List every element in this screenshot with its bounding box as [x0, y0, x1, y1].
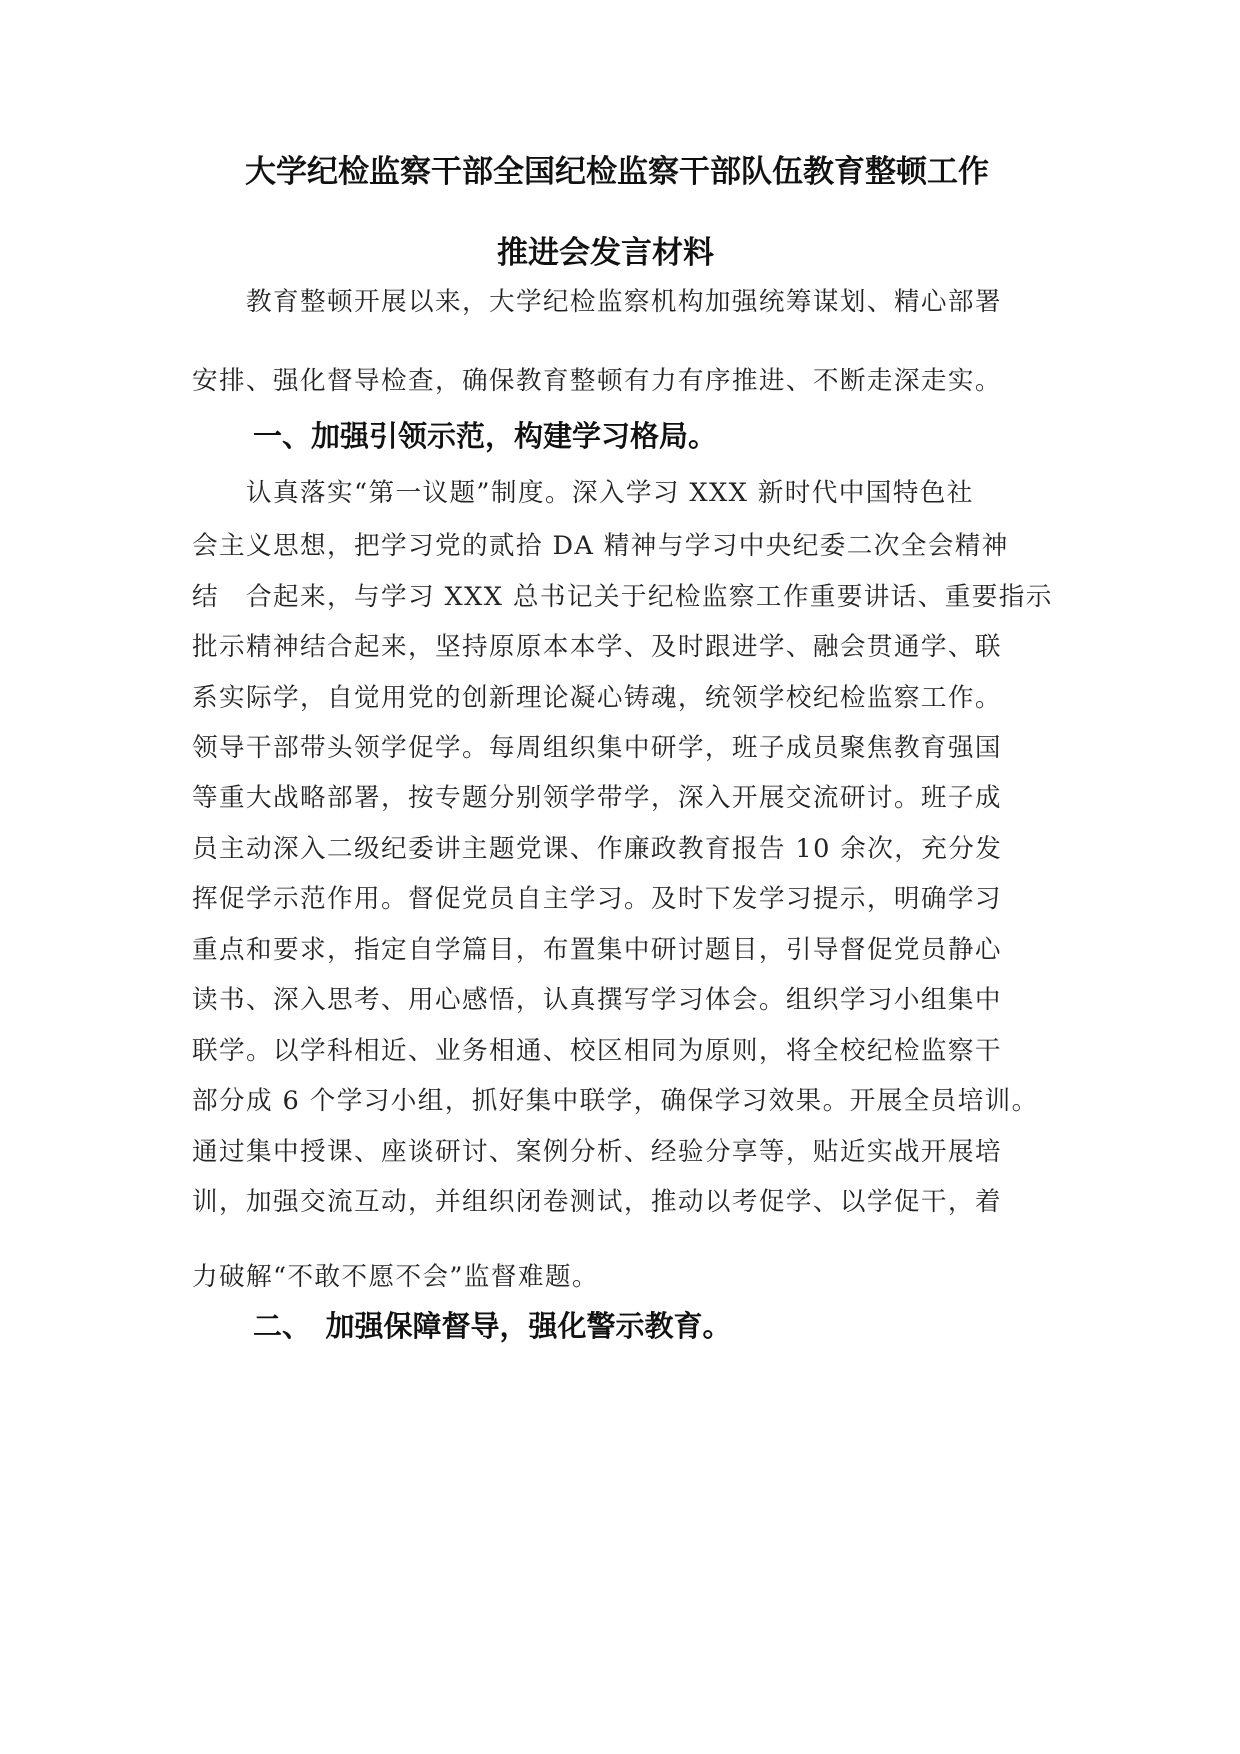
section-1-heading: 一、加强引领示范，构建学习格局。: [253, 419, 718, 453]
intro-line: 教育整顿开展以来，大学纪检监察机构加强统筹谋划、精心部署: [246, 287, 1002, 317]
body-line: 训，加强交流互动，并组织闭卷测试，推动以考促学、以学促干，着: [192, 1187, 1002, 1217]
body-line: 重点和要求，指定自学篇目，布置集中研讨题目，引导督促党员静心: [192, 935, 1002, 965]
body-line: 会主义思想，把学习党的贰拾 DA 精神与学习中央纪委二次全会精神: [192, 531, 1009, 561]
body-line: 通过集中授课、座谈研讨、案例分析、经验分享等，贴近实战开展培: [192, 1137, 1002, 1167]
body-line: 认真落实“第一议题”制度。深入学习 XXX 新时代中国特色社: [246, 478, 974, 508]
body-line: 系实际学，自觉用党的创新理论凝心铸魂，统领学校纪检监察工作。: [192, 683, 1002, 713]
body-line: 等重大战略部署，按专题分别领学带学，深入开展交流研讨。班子成: [192, 783, 1002, 813]
body-line: 力破解“不敢不愿不会”监督难题。: [192, 1262, 599, 1292]
body-line: 员主动深入二级纪委讲主题党课、作廉政教育报告 10 余次，充分发: [192, 834, 1003, 864]
intro-line: 安排、强化督导检查，确保教育整顿有力有序推进、不断走深走实。: [192, 366, 1002, 396]
title-line-1: 大学纪检监察干部全国纪检监察干部队伍教育整顿工作: [245, 154, 989, 190]
body-line: 结 合起来，与学习 XXX 总书记关于纪检监察工作重要讲话、重要指示: [192, 582, 1053, 612]
body-line: 联学。以学科相近、业务相通、校区相同为原则，将全校纪检监察干: [192, 1036, 1002, 1066]
section-2-heading: 二、 加强保障督导，强化警示教育。: [253, 1309, 732, 1343]
body-line: 挥促学示范作用。督促党员自主学习。及时下发学习提示，明确学习: [192, 884, 1002, 914]
body-line: 读书、深入思考、用心感悟，认真撰写学习体会。组织学习小组集中: [192, 985, 1002, 1015]
body-line: 部分成 6 个学习小组，抓好集中联学，确保学习效果。开展全员培训。: [192, 1086, 1039, 1116]
body-line: 批示精神结合起来，坚持原原本本学、及时跟进学、融会贯通学、联: [192, 632, 1002, 662]
body-line: 领导干部带头领学促学。每周组织集中研学，班子成员聚焦教育强国: [192, 733, 1002, 763]
title-line-2: 推进会发言材料: [497, 235, 714, 271]
